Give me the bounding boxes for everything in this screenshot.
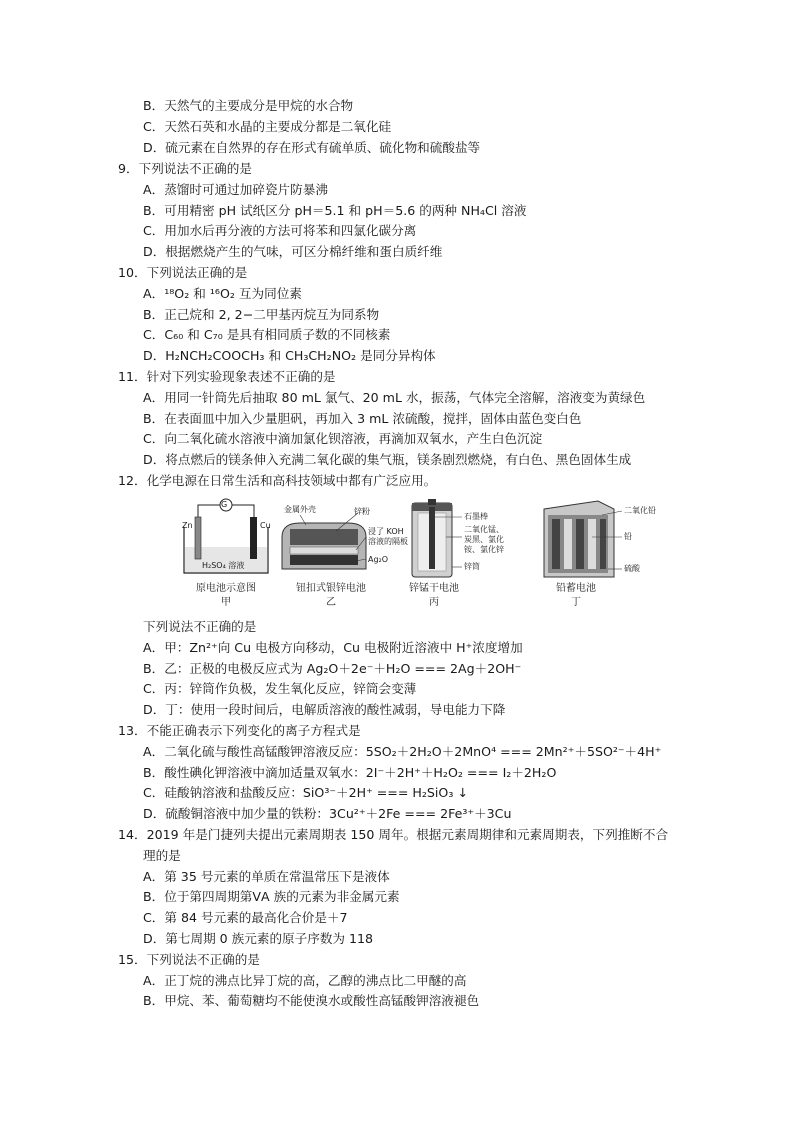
- zinc-can-label: 锌筒: [464, 562, 480, 571]
- q14-option-a: A．第 35 号元素的单质在常温常压下是液体: [143, 869, 390, 884]
- h2so4-solution-label: H₂SO₄ 溶液: [202, 561, 245, 570]
- q8-option-c: C．天然石英和水晶的主要成分都是二氧化硅: [143, 119, 392, 134]
- q8-option-b: B．天然气的主要成分是甲烷的水合物: [143, 98, 354, 113]
- cu-electrode-label: Cu: [260, 521, 271, 530]
- q12-option-a: A．甲：Zn²⁺向 Cu 电极方向移动，Cu 电极附近溶液中 H⁺浓度增加: [143, 640, 523, 655]
- q13-option-a: A．二氧化硫与酸性高锰酸钾溶液反应：5SO₂＋2H₂O＋2MnO⁴ === 2Mn²⁺＋5SO²⁻＋4H⁺: [143, 744, 662, 759]
- q8-option-d: D．硫元素在自然界的存在形式有硫单质、硫化物和硫酸盐等: [143, 140, 481, 155]
- q9-stem: 9．下列说法不正确的是: [118, 161, 252, 176]
- graphite-rod-label: 石墨棒: [464, 512, 488, 521]
- q9-option-d: D．根据燃烧产生的气味，可区分棉纤维和蛋白质纤维: [143, 244, 443, 259]
- q9-option-b: B．可用精密 pH 试纸区分 pH＝5.1 和 pH＝5.6 的两种 NH₄Cl 溶液: [143, 203, 527, 218]
- q14-stem-continued: 理的是: [143, 848, 181, 863]
- q12-sub-stem: 下列说法不正确的是: [143, 619, 257, 634]
- q10-option-c: C．C₆₀ 和 C₇₀ 是具有相同质子数的不同核素: [143, 327, 391, 342]
- figure-caption-dry-cell: 锌锰干电池: [409, 583, 459, 594]
- q11-option-a: A．用同一针筒先后抽取 80 mL 氯气、20 mL 水，振荡，气体完全溶解，溶液变为黄绿色: [143, 390, 646, 405]
- lead-acid-battery-diagram: [538, 497, 688, 583]
- q11-option-c: C．向二氧化硫水溶液中滴加氯化钡溶液，再滴加双氧水，产生白色沉淀: [143, 431, 543, 446]
- q10-option-a: A．¹⁸O₂ 和 ¹⁶O₂ 互为同位素: [143, 286, 302, 301]
- q13-option-b: B．酸性碘化钾溶液中滴加适量双氧水：2I⁻＋2H⁺＋H₂O₂ === I₂＋2H₂O: [143, 765, 557, 780]
- figure-label-ding: 丁: [571, 597, 581, 608]
- q10-option-b: B．正己烷和 2, 2−二甲基丙烷互为同系物: [143, 307, 380, 322]
- q15-stem: 15．下列说法不正确的是: [118, 952, 260, 967]
- q9-option-c: C．用加水后再分液的方法可将苯和四氯化碳分离: [143, 223, 417, 238]
- q13-option-d: D．硫酸铜溶液中加少量的铁粉：3Cu²⁺＋2Fe === 2Fe³⁺＋3Cu: [143, 806, 512, 821]
- q12-option-d: D．丁：使用一段时间后，电解质溶液的酸性减弱，导电能力下降: [143, 702, 506, 717]
- q15-option-b: B．甲烷、苯、葡萄糖均不能使溴水或酸性高锰酸钾溶液褪色: [143, 993, 480, 1008]
- q14-option-b: B．位于第四周期第ⅤA 族的元素为非金属元素: [143, 889, 400, 904]
- lead-label: 铅: [624, 532, 632, 541]
- q10-stem: 10．下列说法正确的是: [118, 265, 248, 280]
- q11-option-d: D．将点燃后的镁条伸入充满二氧化碳的集气瓶，镁条剧烈燃烧，有白色、黑色固体生成: [143, 452, 632, 467]
- figure-dry-cell: [404, 497, 514, 609]
- q12-option-c: C．丙：锌筒作负极，发生氧化反应，锌筒会变薄: [143, 681, 417, 696]
- zn-electrode-label: Zn: [182, 521, 193, 530]
- q13-option-c: C．硅酸钠溶液和盐酸反应：SiO³⁻＋2H⁺ === H₂SiO₃ ↓: [143, 785, 468, 800]
- q14-option-c: C．第 84 号元素的最高化合价是＋7: [143, 910, 348, 925]
- metal-shell-label: 金属外壳: [284, 505, 316, 514]
- figure-galvanic-cell: [176, 497, 276, 609]
- galvanometer-label: G: [221, 500, 228, 509]
- ag2o-label: Ag₂O: [368, 555, 389, 564]
- q12-option-b: B．乙：正极的电极反应式为 Ag₂O＋2e⁻＋H₂O === 2Ag＋2OH⁻: [143, 661, 522, 676]
- paste-label-3: 铵、氯化锌: [464, 545, 504, 554]
- q13-stem: 13．不能正确表示下列变化的离子方程式是: [118, 723, 361, 738]
- q14-option-d: D．第七周期 0 族元素的原子序数为 118: [143, 931, 374, 946]
- q11-option-b: B．在表面皿中加入少量胆矾，再加入 3 mL 浓硫酸，搅拌，固体由蓝色变白色: [143, 411, 582, 426]
- q9-option-a: A．蒸馏时可通过加碎瓷片防暴沸: [143, 182, 328, 197]
- koh-separator-label-1: 浸了 KOH: [368, 527, 404, 536]
- figure-label-jia: 甲: [221, 597, 231, 608]
- q14-stem: 14．2019 年是门捷列夫提出元素周期表 150 周年。根据元素周期律和元素周期表，下列推断不合: [118, 827, 669, 842]
- q10-option-d: D．H₂NCH₂COOCH₃ 和 CH₃CH₂NO₂ 是同分异构体: [143, 348, 436, 363]
- figure-lead-acid-battery: [538, 497, 688, 609]
- koh-separator-label-2: 溶液的隔板: [368, 537, 408, 546]
- zinc-powder-label: 锌粉: [354, 507, 370, 516]
- figure-caption-button-cell: 钮扣式银锌电池: [296, 583, 366, 594]
- paste-label-2: 炭黑、氯化: [464, 535, 504, 544]
- q12-stem: 12．化学电源在日常生活和高科技领域中都有广泛应用。: [118, 473, 437, 488]
- lead-dioxide-label: 二氧化铅: [624, 506, 656, 515]
- q11-stem: 11．针对下列实验现象表述不正确的是: [118, 369, 336, 384]
- figure-caption-galvanic: 原电池示意图: [196, 583, 256, 594]
- figure-caption-lead-acid: 铅蓄电池: [556, 583, 596, 594]
- q15-option-a: A．正丁烷的沸点比异丁烷的高，乙醇的沸点比二甲醚的高: [143, 973, 467, 988]
- sulfuric-acid-label: 硫酸: [624, 564, 640, 573]
- figure-label-bing: 丙: [429, 597, 439, 608]
- figure-button-cell: [276, 497, 408, 609]
- figure-label-yi: 乙: [326, 597, 336, 608]
- paste-label-1: 二氧化锰、: [464, 525, 504, 534]
